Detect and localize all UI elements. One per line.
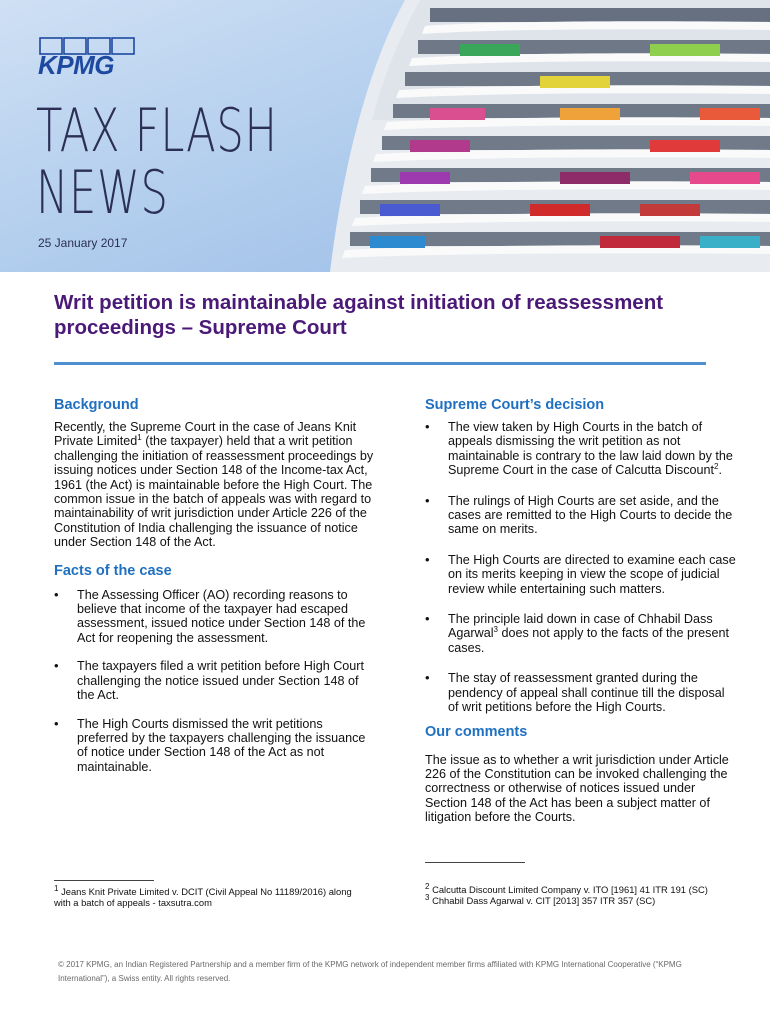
article-title: Writ petition is maintainable against initiation of reassessment proceedings – Supreme Court [54, 291, 664, 339]
header-banner [0, 0, 770, 272]
footnote-1-number: 1 [54, 883, 59, 893]
background-text-part-1: Recently, the Supreme Court in the case of Jeans Knit Private Limited [54, 420, 357, 449]
footnote-3 [425, 892, 745, 906]
footnote-ref-2: 2 [714, 462, 719, 472]
footnote-3-text: Chhabil Dass Agarwal v. CIT [2013] 357 ITR 357 (SC) [432, 895, 656, 906]
background-text-part-2: (the taxpayer) held that a writ petition challenging the initiation of reassessment proceedings by issuing notices under Section 148 of the Income-tax Act, 1961 (the Act) is maintainable before the High Court. The common issue in the batch of appeals was with regard to maintainability of writ jurisdiction under Article 226 of the Constitution of India challenging the issuance of notice under Section 148 of the Act. [54, 434, 374, 550]
decision-item-1 [425, 420, 737, 478]
newsletter-title-line-2: NEWS [36, 158, 169, 228]
background-heading: Background [54, 397, 139, 413]
footnote-ref-3: 3 [493, 625, 498, 635]
newsletter-title [36, 96, 278, 228]
title-divider [54, 362, 706, 365]
facts-item-1: • The Assessing Officer (AO) recording reasons to believe that income of the taxpayer had escaped assessment, issued notice under Section 148 of the Act for reopening the assessment. [54, 588, 374, 646]
footnote-divider-left [54, 880, 154, 881]
decision-list [425, 420, 737, 715]
comments-heading: Our comments [425, 723, 528, 740]
decision-item-4-text: The principle laid down in case of Chhabil Dass Agarwal [448, 612, 713, 641]
footnote-2-number: 2 [425, 881, 430, 891]
right-column [425, 396, 737, 825]
decision-item-4-end: does not apply to the facts of the present cases. [448, 626, 729, 655]
decision-item-1-text: The view taken by High Courts in the batch of appeals dismissing the writ petition as not maintainable is contrary to the law laid down by the Supreme Court in the case of Calcutta Discount [448, 420, 733, 478]
copyright-notice: © 2017 KPMG, an Indian Registered Partnership and a member firm of the KPMG network of independent member firms affiliated with KPMG International Cooperative (“KPMG International”), a Swiss entity. All rights reserved. [58, 960, 682, 983]
decision-item-5: • The stay of reassessment granted during the pendency of appeal shall continue till the disposal of writ petitions before the High Courts. [425, 671, 737, 714]
comments-paragraph: The issue as to whether a writ jurisdiction under Article 226 of the Constitution can be invoked challenging the correctness or otherwise of notices issued under Section 148 of the Act has been a subject matter of litigation before the Courts. [425, 752, 729, 825]
footnote-3-number: 3 [425, 892, 430, 902]
background-paragraph [54, 420, 374, 550]
footnote-1 [54, 883, 354, 909]
decision-heading: Supreme Court’s decision [425, 397, 605, 413]
facts-heading: Facts of the case [54, 562, 172, 579]
footnote-divider-right [425, 862, 525, 863]
decision-item-2: • The rulings of High Courts are set aside, and the cases are remitted to the High Courts to decide the same on merits. [425, 494, 737, 537]
footnote-2-text: Calcutta Discount Limited Company v. ITO [1961] 41 ITR 191 (SC) [432, 884, 708, 895]
newsletter-title-line-1: TAX FLASH [36, 96, 278, 166]
facts-list [54, 588, 374, 774]
facts-item-2: • The taxpayers filed a writ petition before High Court challenging the notice issued under Section 148 of the Act. [54, 659, 374, 702]
kpmg-logo: KPMG [38, 50, 114, 80]
footnote-2 [425, 881, 745, 895]
issue-date: 25 January 2017 [38, 236, 128, 250]
decision-item-1-end: . [718, 463, 722, 478]
footnote-1-text: Jeans Knit Private Limited v. DCIT (Civil Appeal No 11189/2016) along with a batch of appeals - taxsutra.com [54, 886, 352, 909]
facts-item-3: • The High Courts dismissed the writ petitions preferred by the taxpayers challenging the issuance of notice under Section 148 of the Act as not maintainable. [54, 717, 374, 775]
left-column [54, 396, 374, 774]
decision-item-4 [425, 612, 737, 655]
decision-item-3: • The High Courts are directed to examine each case on its merits keeping in view the scope of judicial review while entertaining such matters. [425, 553, 737, 596]
footnote-ref-1: 1 [137, 433, 142, 443]
